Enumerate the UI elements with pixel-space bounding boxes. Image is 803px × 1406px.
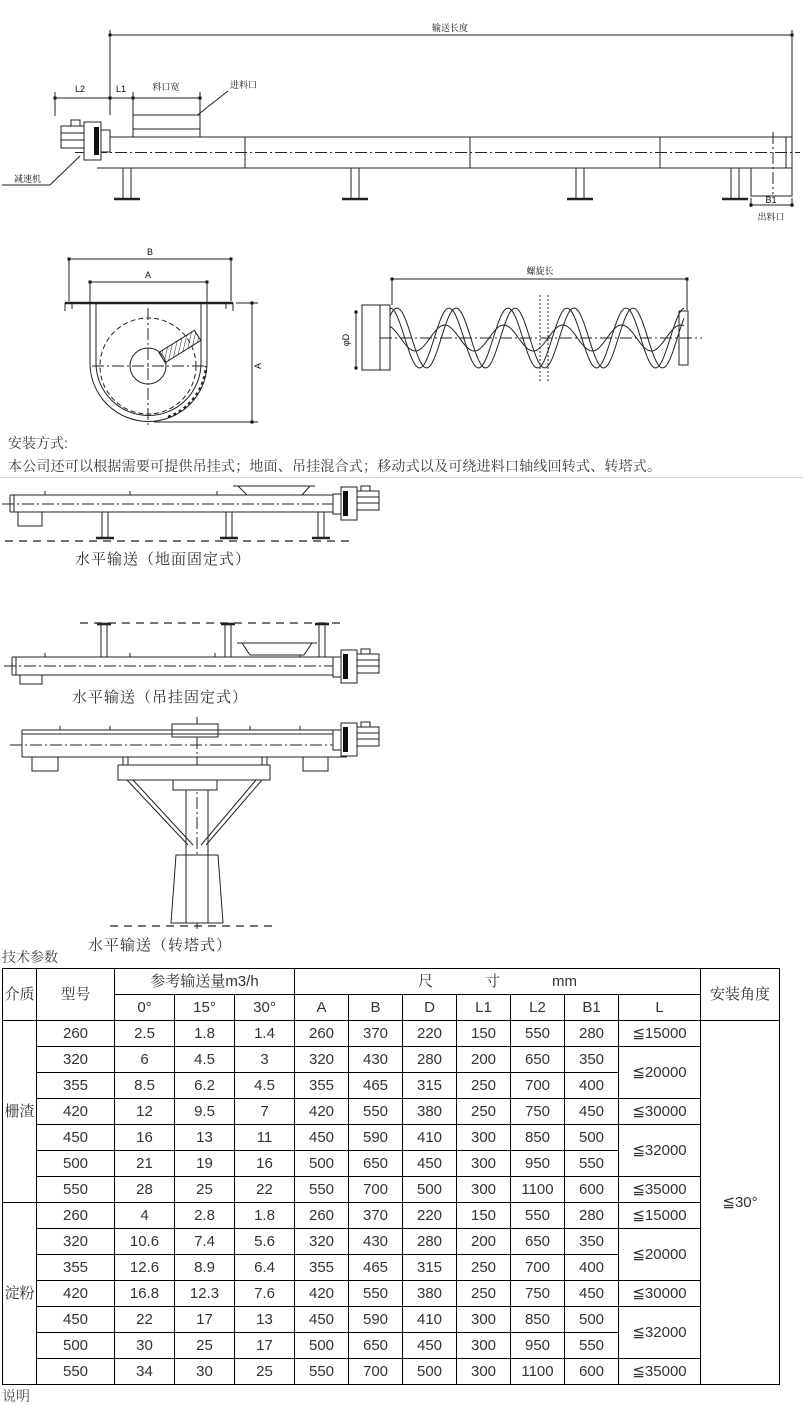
dim-l2: L2 (74, 84, 86, 94)
table-cell: 7.6 (235, 1281, 295, 1307)
table-cell: 300 (457, 1359, 511, 1385)
table-cell: 590 (349, 1307, 403, 1333)
table-cell: 420 (37, 1281, 115, 1307)
reducer-label: 减速机 (14, 174, 42, 184)
table-cell: ≦35000 (619, 1177, 701, 1203)
table-cell: 21 (115, 1151, 175, 1177)
table-cell: 410 (403, 1307, 457, 1333)
table-cell: 500 (565, 1125, 619, 1151)
cross-section-drawing (40, 238, 280, 434)
clipped-footer: 说明 (2, 1388, 30, 1404)
dim-section-a: A (144, 270, 152, 280)
table-cell: 12.3 (175, 1281, 235, 1307)
table-cell: 420 (37, 1099, 115, 1125)
table-cell: 12 (115, 1099, 175, 1125)
table-cell: 300 (457, 1177, 511, 1203)
screw-drawing (340, 245, 720, 395)
table-cell: 355 (295, 1255, 349, 1281)
table-cell: 550 (511, 1203, 565, 1229)
table-cell: 450 (37, 1125, 115, 1151)
table-cell: 355 (37, 1073, 115, 1099)
table-cell: 500 (403, 1177, 457, 1203)
header-size (295, 969, 701, 995)
table-cell: 315 (403, 1255, 457, 1281)
table-cell: 8.9 (175, 1255, 235, 1281)
table-cell: 450 (403, 1333, 457, 1359)
table-cell: 260 (37, 1203, 115, 1229)
table-cell: 500 (565, 1307, 619, 1333)
table-cell: 250 (457, 1281, 511, 1307)
table-cell: 1.8 (235, 1203, 295, 1229)
table-cell: 4.5 (235, 1073, 295, 1099)
table-cell: 280 (565, 1203, 619, 1229)
diagram-turret (0, 715, 420, 935)
table-cell: ≦35000 (619, 1359, 701, 1385)
table-cell: 250 (457, 1073, 511, 1099)
table-cell: 11 (235, 1125, 295, 1151)
gear-motor (333, 486, 379, 520)
caption-turret: 水平输送（转塔式） (88, 937, 233, 954)
diagram-hanging-fixed (0, 612, 420, 684)
table-cell: 320 (295, 1229, 349, 1255)
table-cell: 220 (403, 1203, 457, 1229)
table-cell: 10.6 (115, 1229, 175, 1255)
table-cell: 260 (295, 1203, 349, 1229)
table-cell: 22 (235, 1177, 295, 1203)
header-dim-d: D (403, 995, 457, 1021)
table-cell: 650 (511, 1047, 565, 1073)
table-cell: 650 (349, 1333, 403, 1359)
table-cell: 550 (565, 1151, 619, 1177)
table-cell: 370 (349, 1021, 403, 1047)
table-cell: ≦30000 (619, 1281, 701, 1307)
turret-base (171, 855, 223, 923)
table-cell: 34 (115, 1359, 175, 1385)
parameter-table (2, 968, 780, 1385)
table-cell: 260 (37, 1021, 115, 1047)
table-cell: ≦20000 (619, 1229, 701, 1281)
table-cell: 450 (565, 1281, 619, 1307)
table-cell: 550 (511, 1021, 565, 1047)
table-cell: 150 (457, 1203, 511, 1229)
table-row (3, 1281, 780, 1307)
table-cell: 700 (349, 1359, 403, 1385)
table-cell: 4 (115, 1203, 175, 1229)
table-cell: 25 (175, 1333, 235, 1359)
install-section-description: 本公司还可以根据需要可提供吊挂式；地面、吊挂混合式；移动式以及可绕进料口轴线回转式、转塔式。 (8, 458, 662, 474)
table-cell: 13 (235, 1307, 295, 1333)
table-cell: 500 (295, 1151, 349, 1177)
table-cell: 13 (175, 1125, 235, 1151)
table-cell: 30 (175, 1359, 235, 1385)
table-cell: 200 (457, 1229, 511, 1255)
table-row (3, 1177, 780, 1203)
table-cell: 7.4 (175, 1229, 235, 1255)
table-cell: 1.8 (175, 1021, 235, 1047)
header-capacity: 参考输送量m3/h (115, 969, 295, 995)
caption-ground-fixed: 水平输送（地面固定式） (75, 551, 252, 568)
table-cell: 栅渣 (3, 1021, 37, 1203)
table-cell: 500 (37, 1333, 115, 1359)
table-cell: 450 (37, 1307, 115, 1333)
table-cell: ≦15000 (619, 1021, 701, 1047)
table-cell: 550 (295, 1177, 349, 1203)
table-cell: 8.5 (115, 1073, 175, 1099)
table-cell: 950 (511, 1333, 565, 1359)
header-dim-b1: B1 (565, 995, 619, 1021)
table-cell: 1.4 (235, 1021, 295, 1047)
main-drawing (0, 8, 803, 232)
table-row (3, 1203, 780, 1229)
table-cell: 1100 (511, 1177, 565, 1203)
table-cell: 150 (457, 1021, 511, 1047)
header-medium: 介质 (3, 969, 37, 1021)
table-cell: ≦15000 (619, 1203, 701, 1229)
table-cell: 420 (295, 1099, 349, 1125)
support-legs (114, 168, 748, 199)
table-cell: 550 (349, 1099, 403, 1125)
table-row (3, 1125, 780, 1151)
table-cell: 380 (403, 1281, 457, 1307)
table-cell: 550 (37, 1359, 115, 1385)
table-cell: 300 (457, 1333, 511, 1359)
table-cell: 600 (565, 1359, 619, 1385)
install-section-title: 安装方式: (8, 435, 68, 451)
table-cell: 350 (565, 1047, 619, 1073)
outlet-label: 出料口 (757, 212, 785, 222)
table-cell: 300 (457, 1307, 511, 1333)
table-cell: 380 (403, 1099, 457, 1125)
header-angle-15: 15° (175, 995, 235, 1021)
table-cell: 400 (565, 1073, 619, 1099)
dim-l1: L1 (115, 84, 127, 94)
dim-b1: B1 (765, 195, 777, 205)
table-cell: 410 (403, 1125, 457, 1151)
table-cell: 280 (403, 1047, 457, 1073)
table-cell: 465 (349, 1073, 403, 1099)
table-cell: 30 (115, 1333, 175, 1359)
table-cell: 28 (115, 1177, 175, 1203)
header-dim-l2: L2 (511, 995, 565, 1021)
table-cell: 550 (37, 1177, 115, 1203)
table-cell: 650 (349, 1151, 403, 1177)
table-cell: 22 (115, 1307, 175, 1333)
table-cell: 355 (37, 1255, 115, 1281)
table-cell: 750 (511, 1281, 565, 1307)
gear-motor (333, 649, 379, 683)
table-cell: 6.2 (175, 1073, 235, 1099)
table-header-row-2 (3, 995, 780, 1021)
table-cell: ≦32000 (619, 1307, 701, 1359)
table-cell: 250 (457, 1255, 511, 1281)
diagram-ground-fixed (0, 478, 420, 546)
table-cell: 9.5 (175, 1099, 235, 1125)
table-row (3, 1047, 780, 1073)
table-cell: 400 (565, 1255, 619, 1281)
turret-beam (118, 765, 270, 780)
table-cell: 17 (235, 1333, 295, 1359)
table-cell: 6.4 (235, 1255, 295, 1281)
table-cell: 500 (37, 1151, 115, 1177)
table-cell: 320 (295, 1047, 349, 1073)
inlet-label: 进料口 (230, 80, 258, 90)
table-cell: ≦30000 (619, 1099, 701, 1125)
table-cell: 700 (349, 1177, 403, 1203)
table-row (3, 1229, 780, 1255)
table-cell: 450 (295, 1307, 349, 1333)
table-cell: 420 (295, 1281, 349, 1307)
dim-section-b: B (146, 247, 154, 257)
table-cell: 300 (457, 1151, 511, 1177)
table-cell: 19 (175, 1151, 235, 1177)
table-cell: 280 (403, 1229, 457, 1255)
header-size-mm: mm (552, 973, 578, 990)
table-cell: 25 (175, 1177, 235, 1203)
table-cell: 17 (175, 1307, 235, 1333)
header-dim-l1: L1 (457, 995, 511, 1021)
table-cell: 16.8 (115, 1281, 175, 1307)
table-row (3, 1021, 780, 1047)
table-cell: 315 (403, 1073, 457, 1099)
table-cell: 350 (565, 1229, 619, 1255)
table-cell: 600 (565, 1177, 619, 1203)
table-cell: 465 (349, 1255, 403, 1281)
table-cell: 25 (235, 1359, 295, 1385)
dim-section-a-side: A (253, 362, 263, 370)
table-cell: 280 (565, 1021, 619, 1047)
dim-inlet-width: 料口宽 (152, 82, 180, 92)
dim-overall-length: 输送长度 (431, 23, 469, 33)
table-cell: 3 (235, 1047, 295, 1073)
table-cell: 590 (349, 1125, 403, 1151)
table-cell: 550 (349, 1281, 403, 1307)
table-cell: 750 (511, 1099, 565, 1125)
table-cell: 850 (511, 1307, 565, 1333)
table-cell: 2.5 (115, 1021, 175, 1047)
table-cell: ≦20000 (619, 1047, 701, 1099)
table-cell: 650 (511, 1229, 565, 1255)
table-row (3, 1307, 780, 1333)
header-size-chi: 尺 (417, 973, 433, 990)
table-cell: 6 (115, 1047, 175, 1073)
header-dim-l: L (619, 995, 701, 1021)
hopper (238, 486, 310, 495)
header-angle-30: 30° (235, 995, 295, 1021)
table-row (3, 1099, 780, 1125)
header-install-angle: 安装角度 (701, 969, 780, 1021)
table-cell: 260 (295, 1021, 349, 1047)
hopper (242, 643, 312, 655)
table-cell: 700 (511, 1073, 565, 1099)
table-cell: 500 (403, 1359, 457, 1385)
caption-hanging-fixed: 水平输送（吊挂固定式） (72, 689, 249, 706)
table-header-row-1 (3, 969, 780, 995)
table-cell: 16 (235, 1151, 295, 1177)
table-cell: 320 (37, 1047, 115, 1073)
table-cell: 12.6 (115, 1255, 175, 1281)
header-angle-0: 0° (115, 995, 175, 1021)
table-cell: 4.5 (175, 1047, 235, 1073)
table-cell: 300 (457, 1125, 511, 1151)
table-cell: 700 (511, 1255, 565, 1281)
table-cell: 450 (403, 1151, 457, 1177)
table-cell: 500 (295, 1333, 349, 1359)
table-cell: 430 (349, 1229, 403, 1255)
table-cell: 430 (349, 1047, 403, 1073)
table-cell: 450 (295, 1125, 349, 1151)
table-cell: ≦30° (701, 1021, 780, 1385)
table-row (3, 1359, 780, 1385)
table-cell: 2.8 (175, 1203, 235, 1229)
table-cell: 320 (37, 1229, 115, 1255)
dim-screw-length: 螺旋长 (526, 266, 554, 276)
clipped-heading: 技术参数 (2, 949, 58, 965)
header-model: 型号 (37, 969, 115, 1021)
dim-screw-diameter: φD (341, 333, 351, 347)
table-cell: 355 (295, 1073, 349, 1099)
table-cell: 1100 (511, 1359, 565, 1385)
table-cell: 950 (511, 1151, 565, 1177)
legs (96, 512, 330, 538)
table-cell: 370 (349, 1203, 403, 1229)
table-cell: 淀粉 (3, 1203, 37, 1385)
header-dim-a: A (295, 995, 349, 1021)
header-size-cun: 寸 (485, 973, 501, 990)
header-dim-b: B (349, 995, 403, 1021)
gear-motor (333, 722, 379, 756)
table-cell: 550 (295, 1359, 349, 1385)
table-cell: 7 (235, 1099, 295, 1125)
table-cell: 220 (403, 1021, 457, 1047)
table-cell: 200 (457, 1047, 511, 1073)
table-cell: 850 (511, 1125, 565, 1151)
gear-motor-drawing (61, 120, 110, 160)
table-cell: 450 (565, 1099, 619, 1125)
table-cell: 250 (457, 1099, 511, 1125)
table-cell: ≦32000 (619, 1125, 701, 1177)
table-cell: 550 (565, 1333, 619, 1359)
table-cell: 16 (115, 1125, 175, 1151)
table-cell: 5.6 (235, 1229, 295, 1255)
